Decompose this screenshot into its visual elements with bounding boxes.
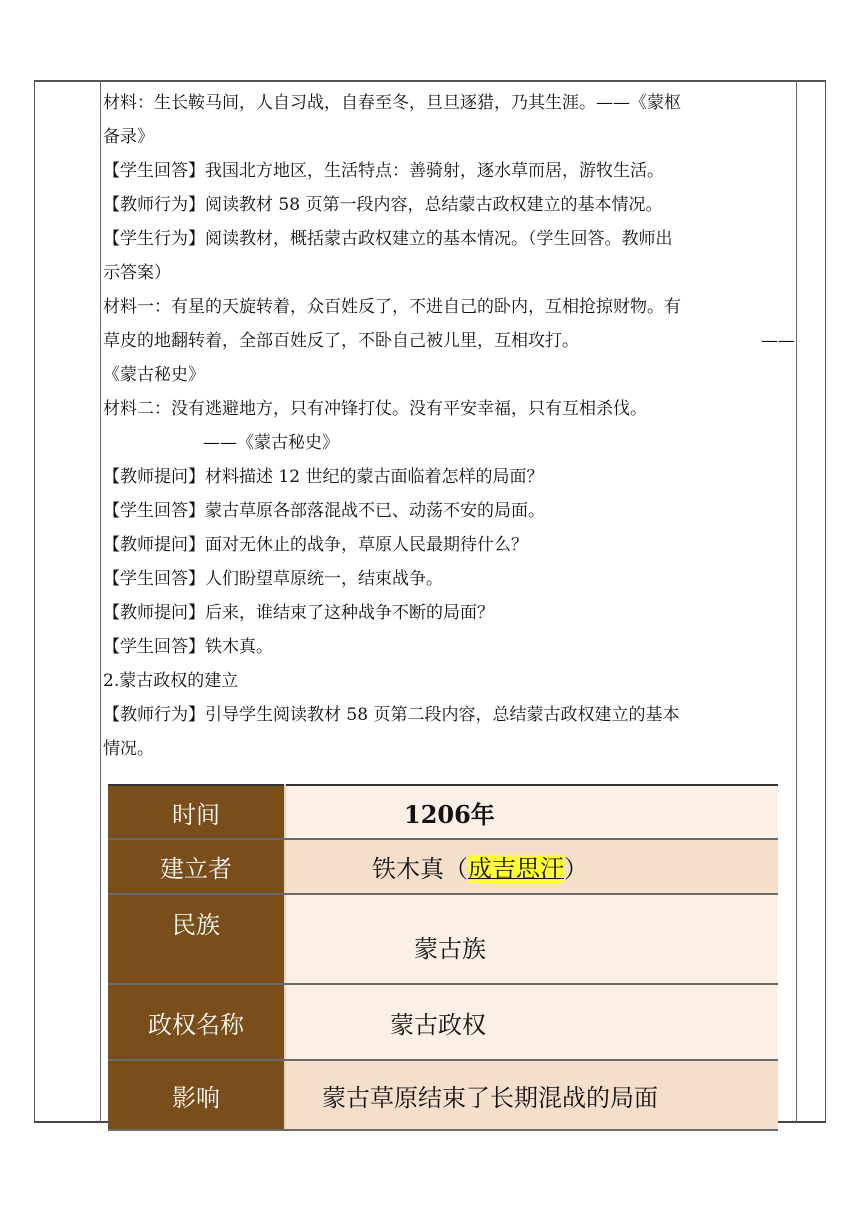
- text-line: 草皮的地翻转着，全部百姓反了，不卧自己被儿里，互相攻打。 ——: [103, 331, 795, 351]
- text-line: 【学生行为】阅读教材，概括蒙古政权建立的基本情况。（学生回答。教师出: [103, 229, 673, 249]
- text-line: ——《蒙古秘史》: [203, 433, 339, 453]
- row-value: 蒙古草原结束了长期混战的局面: [285, 1060, 778, 1130]
- text-line: 情况。: [103, 739, 154, 759]
- lesson-content: [103, 86, 795, 766]
- column-divider-left: [100, 80, 101, 1123]
- mongol-regime-summary-table: [108, 784, 778, 1131]
- column-divider-right: [796, 80, 797, 1123]
- table-row: [108, 894, 778, 984]
- text-line: 【教师提问】后来，谁结束了这种战争不断的局面？: [103, 603, 494, 623]
- text-line: 【教师行为】阅读教材 58 页第一段内容，总结蒙古政权建立的基本情况。: [103, 195, 663, 215]
- text-line: 【学生回答】我国北方地区，生活特点：善骑射，逐水草而居，游牧生活。: [103, 161, 664, 181]
- text-line: 材料一：有星的天旋转着，众百姓反了，不进自己的卧内，互相抢掠财物。有: [103, 297, 681, 317]
- text-line: 材料二：没有逃避地方，只有冲锋打仗。没有平安幸福，只有互相杀伐。: [103, 399, 647, 419]
- table-row: [108, 839, 778, 894]
- text-line: 【学生回答】铁木真。: [103, 637, 273, 657]
- text-line: 【教师提问】材料描述 12 世纪的蒙古面临着怎样的局面？: [103, 467, 544, 487]
- table-row: [108, 984, 778, 1060]
- text-line: 【学生回答】蒙古草原各部落混战不已、动荡不安的局面。: [103, 501, 545, 521]
- text-line: 备录》: [103, 127, 154, 147]
- table-row: [108, 1060, 778, 1130]
- text-line: 示答案）: [103, 263, 171, 283]
- row-value: 1206年: [285, 785, 778, 839]
- text-line: 材料：生长鞍马间，人自习战，自春至冬，旦旦逐猎，乃其生涯。——《蒙枢: [103, 93, 681, 113]
- table-row: [108, 785, 778, 839]
- row-header: 建立者: [108, 839, 285, 894]
- row-header: 影响: [108, 1060, 285, 1130]
- row-header: 民族: [108, 894, 285, 984]
- row-value: 铁木真（成吉思汗）: [285, 839, 778, 894]
- text-line: 【教师提问】面对无休止的战争，草原人民最期待什么？: [103, 535, 528, 555]
- text-line: 【学生回答】人们盼望草原统一，结束战争。: [103, 569, 443, 589]
- text-line: 【教师行为】引导学生阅读教材 58 页第二段内容，总结蒙古政权建立的基本: [103, 705, 680, 725]
- row-header: 政权名称: [108, 984, 285, 1060]
- highlighted-name: 成吉思汗: [468, 855, 564, 883]
- row-header: 时间: [108, 785, 285, 839]
- text-line: 《蒙古秘史》: [103, 365, 205, 385]
- row-value: 蒙古政权: [285, 984, 778, 1060]
- row-value: 蒙古族: [285, 894, 778, 984]
- section-heading: 2.蒙古政权的建立: [103, 671, 239, 691]
